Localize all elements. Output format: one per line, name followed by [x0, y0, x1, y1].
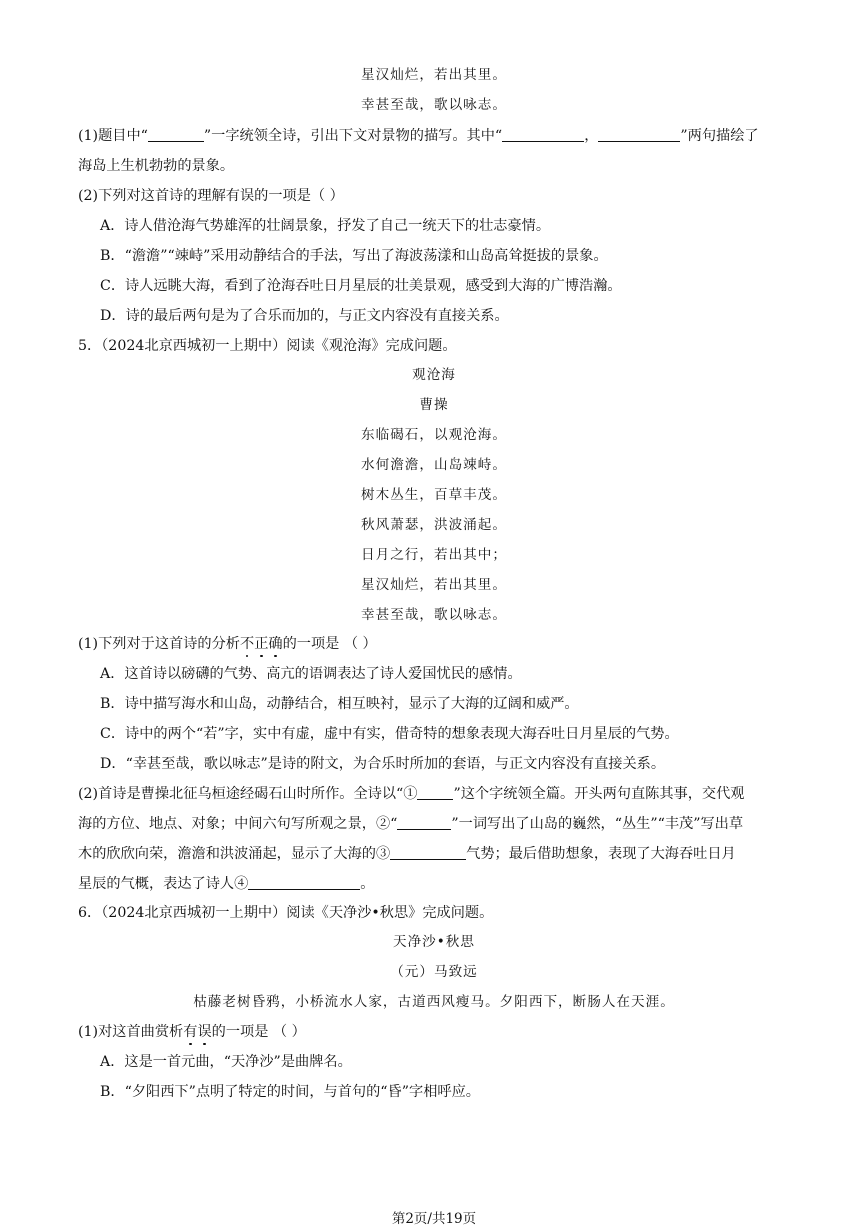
text: 的一项是 （ ） — [211, 1024, 306, 1040]
text: 星辰的气概，表达了诗人④ — [78, 876, 249, 892]
poem-line: 东临碣石，以观沧海。 — [361, 427, 507, 443]
q5-sub2-line4 — [78, 875, 374, 893]
emphasis-dot-char: 确 — [268, 636, 283, 652]
poem-title: 观沧海 — [412, 367, 456, 383]
text: 木的欣欣向荣，澹澹和洪波涌起，显示了大海的③ — [78, 846, 391, 862]
poem-line: 星汉灿烂，若出其里。 — [361, 67, 507, 83]
text: 气势；最后借助想象，表现了大海吞吐日月 — [466, 846, 736, 862]
option-b: B．诗中描写海水和山岛，动静结合，相互映衬，显示了大海的辽阔和威严。 — [100, 696, 579, 712]
text: ”两句描绘了 — [680, 128, 759, 144]
option-c: C．诗中的两个“若”字，实中有虚，虚中有实，借奇特的想象表现大海吞吐日月星辰的气势。 — [100, 726, 679, 742]
emphasis-dot-char: 正 — [254, 636, 269, 652]
option-c: C．诗人远眺大海，看到了沧海吞吐日月星辰的壮美景观，感受到大海的广博浩瀚。 — [100, 278, 622, 294]
text: ， — [584, 128, 599, 144]
option-a: A．诗人借沧海气势雄浑的壮阔景象，抒发了自己一统天下的壮志豪情。 — [100, 218, 551, 234]
poem-title: 天净沙•秋思 — [393, 934, 475, 950]
answer-blank[interactable] — [248, 875, 360, 890]
option-b: B．“澹澹”“竦峙”采用动静结合的手法，写出了海波荡漾和山岛高耸挺拔的景象。 — [100, 248, 608, 264]
text: (1)下列对于这首诗的分析 — [78, 636, 240, 652]
text: ”一字统领全诗，引出下文对景物的描写。其中“ — [203, 128, 503, 144]
text: 的一项是 （ ） — [282, 636, 377, 652]
emphasis-dot-char: 有 — [183, 1024, 198, 1040]
text: (1)题目中“ — [78, 128, 148, 144]
poem-author: 曹操 — [419, 397, 449, 413]
q5-sub2-line1 — [78, 785, 745, 803]
page-footer: 第2页/共19页 — [391, 1211, 477, 1227]
emphasis-dot-char: 误 — [197, 1024, 212, 1040]
text: (1)对这首曲赏析 — [78, 1024, 184, 1040]
option-d: D．诗的最后两句是为了合乐而加的，与正文内容没有直接关系。 — [100, 308, 509, 324]
text: 。 — [360, 876, 375, 892]
poem-line: 星汉灿烂，若出其里。 — [361, 577, 507, 593]
q4-sub1-line2: 海岛上生机勃勃的景象。 — [78, 158, 235, 174]
question-6-header: 6．（2024北京西城初一上期中）阅读《天净沙•秋思》完成问题。 — [78, 905, 494, 921]
answer-blank[interactable] — [598, 127, 680, 142]
text: 海的方位、地点、对象；中间六句写所观之景，②“ — [78, 816, 398, 832]
q5-sub2-line3 — [78, 845, 736, 863]
option-b: B．“夕阳西下”点明了特定的时间，与首句的“昏”字相呼应。 — [100, 1084, 480, 1100]
text: ”一词写出了山岛的巍然，“丛生”“丰茂”写出草 — [451, 816, 744, 832]
poem-line: 日月之行，若出其中； — [361, 547, 507, 563]
q4-sub2-stem: (2)下列对这首诗的理解有误的一项是（ ） — [78, 188, 344, 204]
poem-line: 水何澹澹，山岛竦峙。 — [361, 457, 507, 473]
poem-line: 树木丛生，百草丰茂。 — [361, 487, 507, 503]
text: ”这个字统领全篇。开头两句直陈其事，交代观 — [453, 786, 745, 802]
answer-blank[interactable] — [417, 785, 453, 800]
option-a: A．这是一首元曲，“天净沙”是曲牌名。 — [100, 1054, 352, 1070]
q5-sub2-line2 — [78, 815, 743, 833]
q4-sub1-line1 — [78, 127, 759, 145]
poem-line: 枯藤老树昏鸦，小桥流水人家，古道西风瘦马。夕阳西下，断肠人在天涯。 — [193, 994, 675, 1010]
text: (2)首诗是曹操北征乌桓途经碣石山时所作。全诗以“① — [78, 786, 418, 802]
q6-sub1-stem — [78, 1023, 306, 1041]
poem-line: 秋风萧瑟，洪波涌起。 — [361, 517, 507, 533]
poem-author: （元）马致远 — [390, 964, 478, 980]
answer-blank[interactable] — [148, 127, 204, 142]
answer-blank[interactable] — [502, 127, 584, 142]
option-d: D．“幸甚至哉，歌以咏志”是诗的附文，为合乐时所加的套语，与正文内容没有直接关系。 — [100, 756, 666, 772]
question-5-header: 5．（2024北京西城初一上期中）阅读《观沧海》完成问题。 — [78, 338, 457, 354]
q5-sub1-stem — [78, 635, 377, 653]
answer-blank[interactable] — [390, 845, 466, 860]
poem-line: 幸甚至哉，歌以咏志。 — [361, 97, 507, 113]
emphasis-dot-char: 不 — [239, 636, 255, 652]
option-a: A．这首诗以磅礴的气势、高亢的语调表达了诗人爱国忧民的感情。 — [100, 666, 522, 682]
poem-line: 幸甚至哉，歌以咏志。 — [361, 607, 507, 623]
answer-blank[interactable] — [397, 815, 451, 830]
